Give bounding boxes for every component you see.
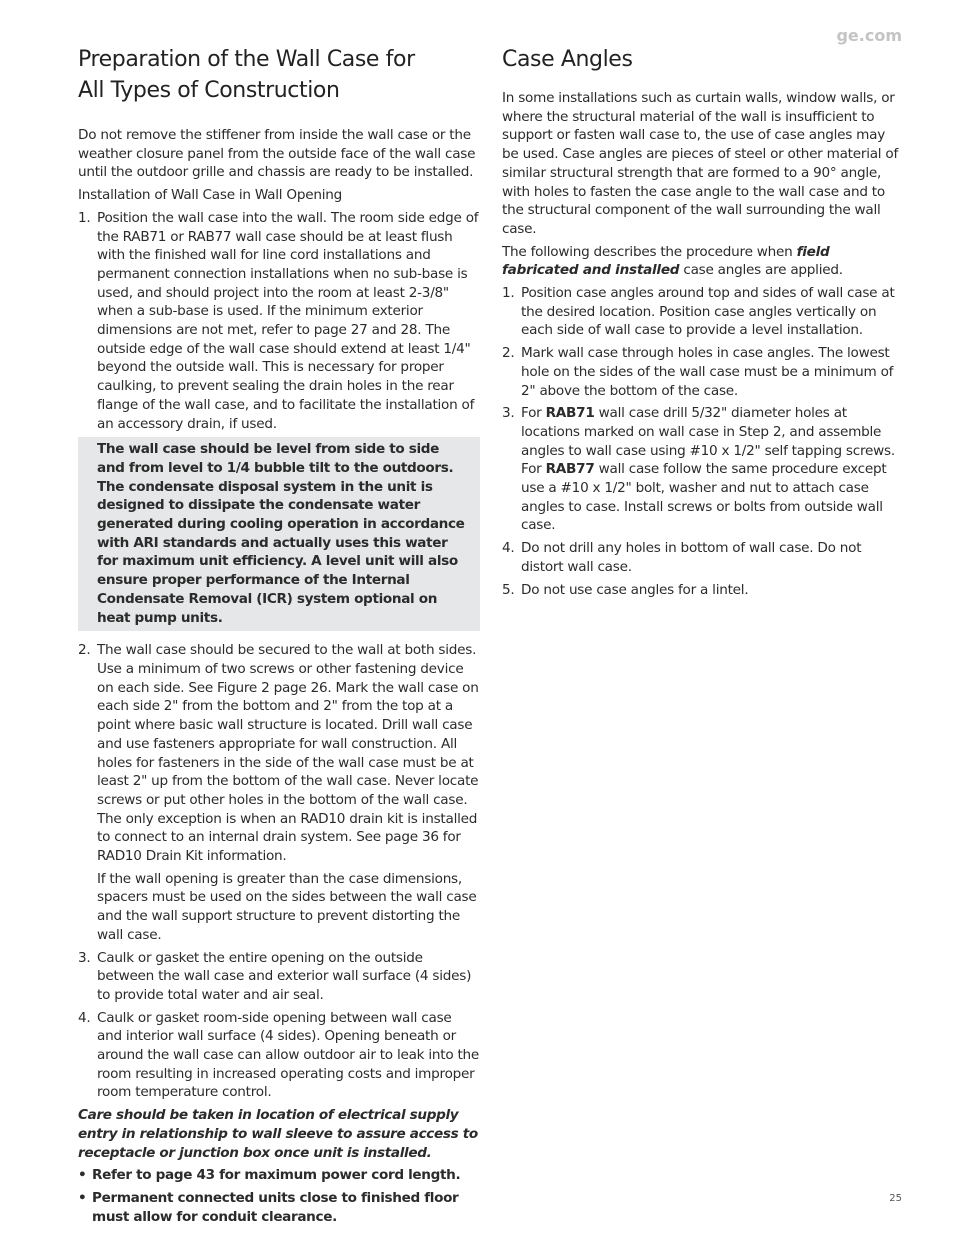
step-text: Caulk or gasket the entire opening on the outside between the wall case and exterior wall surface (4 sides) to provide total water and air seal. [97, 949, 472, 1003]
step-text: Position the wall case into the wall. The room side edge of the RAB71 or RAB77 wall case should be at least flush with the finished wall for line cord installations and permanent connection installations when no sub-base is used, and should project into the room at least 2-3/8" when a sub-base is used. If the minimum exterior dimensions are not met, refer to page 27 and 28. The outside edge of the wall case should extend at least 1/4" beyond the outside wall. This is necessary for proper caulking, to prevent sealing the drain holes in the rear flange of the wall case, and to facilitate the installation of an accessory drain, if used. [97, 209, 479, 432]
model-rab71: RAB71 [545, 405, 595, 422]
bullet-symbol: • [78, 1167, 87, 1184]
bullet-text: Refer to page 43 for maximum power cord length. [92, 1167, 461, 1184]
title-line-2: All Types of Construction [78, 78, 340, 103]
procedure-text-end: case angles are applied. [679, 262, 843, 279]
step-text [521, 405, 895, 533]
step-text: Do not drill any holes in bottom of wall case. Do not distort wall case. [521, 540, 862, 575]
installation-steps-continued [78, 641, 480, 1102]
angle-step-2 [502, 344, 904, 400]
step-number: 1. [502, 285, 515, 302]
section-title-case-angles: Case Angles [502, 47, 633, 72]
bullet-text: Permanent connected units close to finished floor must allow for conduit clearance. [92, 1189, 459, 1225]
step-text-part: For [521, 405, 546, 422]
intro-paragraph: Do not remove the stiffener from inside the wall case or the weather closure panel from the outside face of the wall case until the outdoor grille and chassis are ready to be installed. [78, 127, 476, 181]
step-number: 1. [78, 209, 91, 226]
step-text: The wall case should be secured to the wall at both sides. Use a minimum of two screws or other fastening device on each side. See Figure 2 page 26. Mark the wall case on each side 2" from the bottom and 2" from the top at a point where basic wall structure is located. Drill wall case and use fasteners appropriate for wall construction. All holes for fasteners in the side of the wall case must be at least 2" up from the bottom of the wall case. Never locate screws or put other holes in the bottom of the wall case. The only exception is when an RAD10 drain kit is installed to connect to an internal drain system. See page 36 for RAD10 Drain Kit information. [97, 642, 479, 865]
right-column [502, 44, 904, 603]
case-angle-steps [502, 284, 904, 599]
step-text: Caulk or gasket room-side opening between wall case and interior wall surface (4 sides). Opening beneath or around the wall case can allow outdoor air to leak into the room resulting in increased operating costs and improper room temperature control. [97, 1009, 480, 1101]
model-rab77: RAB77 [545, 461, 595, 478]
step-text-part: wall case follow the same procedure except use a #10 x 1/2" bolt, washer and nut to attach case angles to case. Install screws or bolts from outside wall case. [521, 461, 887, 534]
bullet-symbol: • [78, 1189, 87, 1206]
bullet-item [78, 1166, 480, 1185]
level-note-box: The wall case should be level from side to side and from level to 1/4 bubble tilt to the outdoors. The condensate disposal system in the unit is designed to dissipate the condensate water generated during cooling operation in accordance with ARI standards and actually uses this water for maximum unit efficiency. A level unit will also ensure proper performance of the Internal Condensate Removal (ICR) system optional on heat pump units. [78, 437, 480, 631]
procedure-emphasis: field fabricated and installed [502, 243, 830, 279]
step-number: 4. [502, 540, 515, 557]
left-column [78, 44, 480, 1230]
step-number: 2. [78, 642, 91, 659]
step-number: 5. [502, 581, 515, 598]
step-text: Do not use case angles for a lintel. [521, 581, 749, 598]
bullet-item [78, 1189, 480, 1226]
angle-step-3 [502, 404, 904, 535]
step-text: Mark wall case through holes in case angles. The lowest hole on the sides of the wall case must be a minimum of 2" above the bottom of the case. [521, 345, 894, 399]
electrical-bullets [78, 1166, 480, 1226]
section-title-wall-case [78, 44, 480, 106]
electrical-caution: Care should be taken in location of electrical supply entry in relationship to wall sleeve to assure access to receptacle or junction box once unit is installed. [78, 1107, 478, 1161]
installation-steps [78, 209, 480, 433]
step-number: 3. [502, 405, 515, 422]
procedure-text: The following describes the procedure when [502, 243, 797, 260]
angle-step-5 [502, 581, 904, 600]
step-2 [78, 641, 480, 944]
step-1 [78, 209, 480, 433]
procedure-intro [502, 243, 904, 280]
step-2-spacers-text: If the wall opening is greater than the case dimensions, spacers must be used on the sides between the wall case and the wall support structure to prevent distorting the wall case. [97, 870, 477, 943]
title-line-1: Preparation of the Wall Case for [78, 47, 415, 72]
step-number: 3. [78, 949, 91, 966]
installation-subheading: Installation of Wall Case in Wall Opening [78, 187, 342, 204]
site-url: ge.com [836, 26, 902, 45]
case-angles-intro: In some installations such as curtain walls, window walls, or where the structural material of the wall is insufficient to support or fasten wall case to, the use of case angles may be used. Case angles are pieces of steel or other material of similar structural strength that are formed to a 90° angle, with holes to fasten the case angle to the wall case and to the structural component of the wall surrounding the wall case. [502, 90, 899, 237]
step-text: Position case angles around top and sides of wall case at the desired location. Position case angles vertically on each side of wall case to provide a level installation. [521, 285, 895, 339]
step-4 [78, 1009, 480, 1103]
step-number: 4. [78, 1009, 91, 1026]
step-text-part: wall case drill 5/32" diameter holes at locations marked on wall case in Step 2, and assemble angles to wall case using #10 x 1/2" self tapping screws. For [521, 405, 895, 478]
angle-step-1 [502, 284, 904, 340]
step-3 [78, 949, 480, 1005]
page-number: 25 [889, 1193, 902, 1204]
step-number: 2. [502, 345, 515, 362]
angle-step-4 [502, 539, 904, 576]
